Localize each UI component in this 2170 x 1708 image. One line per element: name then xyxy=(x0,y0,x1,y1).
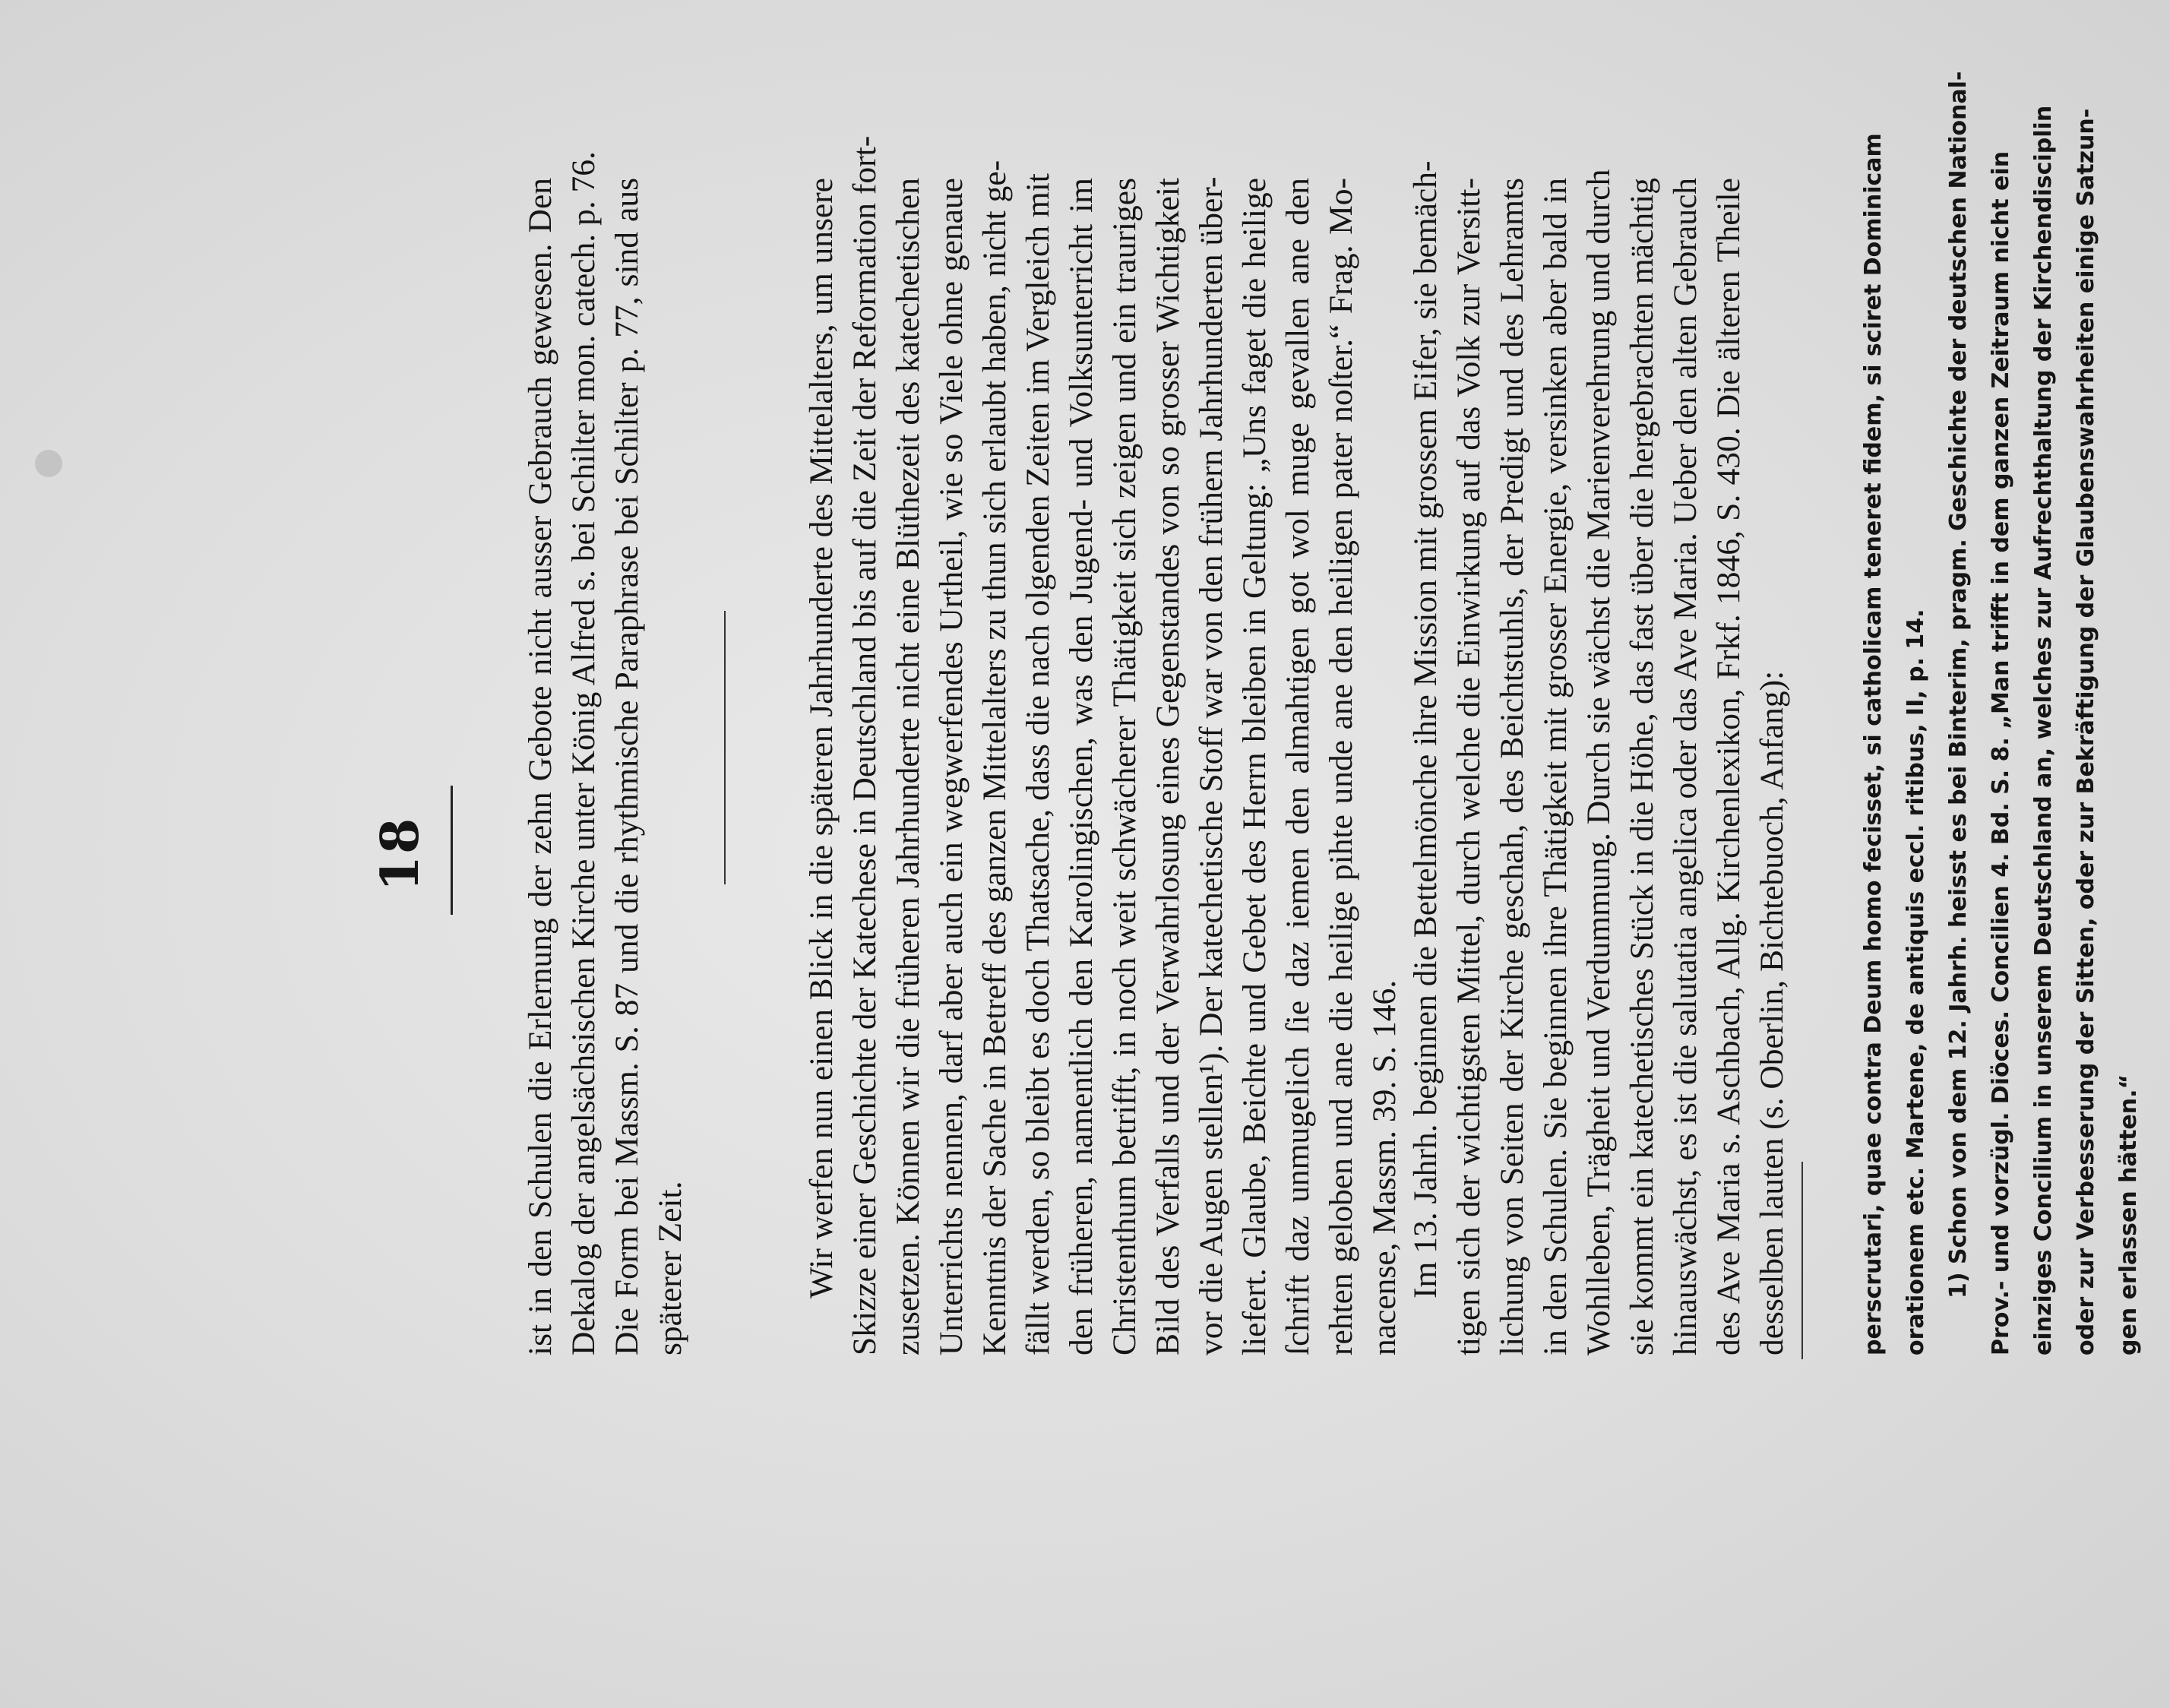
text-line: Kenntnis der Sache in Betreff des ganzen Mittelalters zu thun sich erlaubt haben, nicht ge- xyxy=(976,160,1013,1355)
text-line: hinauswächst, es ist die salutatia angelica oder das Ave Maria. Ueber den alten Gebrauch xyxy=(1667,178,1703,1355)
paragraph-continuation xyxy=(519,151,692,1355)
text-line: Im 13. Jahrh. beginnen die Bettelmönche ihre Mission mit grossem Eifer, sie bemäch- xyxy=(1407,160,1444,1298)
footnote-line: orationem etc. Martene, de antiquis eccl. ritibus, II, p. 14. xyxy=(1903,609,1929,1355)
text-line: in den Schulen. Sie beginnen ihre Thätigkeit mit grosser Energie, versinken aber bald in xyxy=(1537,178,1574,1355)
footnote-divider xyxy=(1801,1162,1803,1359)
footnote-line: einziges Concilium in unserem Deutschland an, welches zur Aufrechthaltung der Kirchendisciplin xyxy=(2030,105,2057,1355)
footnote-line: 1) Schon von dem 12. Jahrh. heisst es bei Binterim, pragm. Geschichte der deutschen National- xyxy=(1945,71,1972,1298)
text-line: späterer Zeit. xyxy=(652,1181,688,1355)
text-line: ſchrift daz unmugelich ſie daz iemen den almahtigen got wol muge gevallen ane den xyxy=(1280,178,1316,1355)
page-number: 18 xyxy=(370,816,431,892)
footnote-line: perscrutari, quae contra Deum homo fecisset, si catholicam teneret fidem, si sciret Dominicam xyxy=(1860,133,1887,1355)
text-line: Wohlleben, Trägheit und Verdummung. Durch sie wächst die Marienverehrung und durch xyxy=(1580,169,1617,1355)
text-line: ist in den Schulen die Erlernung der zehn Gebote nicht ausser Gebrauch gewesen. Den xyxy=(522,178,558,1355)
text-line: tigen sich der wichtigsten Mittel, durch welche die Einwirkung auf das Volk zur Versitt- xyxy=(1450,178,1487,1355)
text-line: nacense, Massm. 39. S. 146. xyxy=(1366,979,1403,1355)
text-line: den früheren, namentlich den Karolingischen, was den Jugend- und Volksunterricht im xyxy=(1063,178,1099,1355)
footnote-line: oder zur Verbesserung der Sitten, oder zur Bekräftigung der Glaubenswahrheiten einige Satzun- xyxy=(2073,108,2099,1355)
page-number-rule xyxy=(451,786,453,915)
footnote-line: gen erlassen hätten.“ xyxy=(2115,1074,2142,1355)
paragraph-13th-century xyxy=(1404,160,1794,1355)
text-line: rehten geloben und ane die heilige pihte unde ane den heiligen pater noſter.“ Frag. Mo- xyxy=(1323,178,1359,1355)
footnote-line: Prov.- und vorzügl. Diöces. Concilien 4. Bd. S. 8. „Man trifft in dem ganzen Zeitraum nicht ein xyxy=(1988,150,2014,1355)
text-line: fällt werden, so bleibt es doch Thatsache, dass die nach olgenden Zeiten im Vergleich mit xyxy=(1020,173,1056,1355)
text-line: liefert. Glaube, Beichte und Gebet des Herrn bleiben in Geltung: „Uns faget die heilige xyxy=(1236,178,1273,1355)
section-divider xyxy=(724,611,726,884)
text-line: Unterrichts nennen, darf aber auch ein wegwerfendes Urtheil, wie so Viele ohne genaue xyxy=(933,178,970,1355)
text-line: Die Form bei Massm. S. 87 und die rhythmische Paraphrase bei Schilter p. 77, sind aus xyxy=(609,178,645,1355)
footnotes xyxy=(1852,71,2150,1355)
text-line: Christenthum betrifft, in noch weit schwächerer Thätigkeit sich zeigen und ein trauriges xyxy=(1106,178,1143,1355)
rotated-book-page xyxy=(261,71,2142,1515)
text-line: Skizze einer Geschichte der Katechese in Deutschland bis auf die Zeit der Reformation fort- xyxy=(846,135,883,1355)
scan-blemish xyxy=(35,450,62,477)
text-line: zusetzen. Können wir die früheren Jahrhunderte nicht eine Blüthezeit des katechetischen xyxy=(890,178,926,1355)
text-line: lichung von Seiten der Kirche geschah, des Beichtstuhls, der Predigt und des Lehramts xyxy=(1494,178,1530,1355)
text-line: Bild des Verfalls und der Verwahrlosung eines Gegenstandes von so grosser Wichtigkeit xyxy=(1150,178,1186,1355)
text-line: desselben lauten (s. Oberlin, Bichtebuoch, Anfang): xyxy=(1754,670,1790,1355)
text-line: vor die Augen stellen¹). Der katechetische Stoff war von den frühern Jahrhunderten über- xyxy=(1193,176,1229,1355)
text-line: sie kommt ein katechetisches Stück in die Höhe, das fast über die hergebrachten mächtig xyxy=(1624,178,1660,1355)
text-line: Dekalog der angelsächsischen Kirche unter König Alfred s. bei Schilter mon. catech. p. 76. xyxy=(565,151,602,1355)
text-line: Wir werfen nun einen Blick in die späteren Jahrhunderte des Mittelalters, um unsere xyxy=(803,178,840,1298)
text-line: des Ave Maria s. Aschbach, Allg. Kirchenlexikon, Frkf. 1846, S. 430. Die älteren Theile xyxy=(1710,178,1747,1355)
paragraph-late-middle-ages xyxy=(800,135,1406,1355)
